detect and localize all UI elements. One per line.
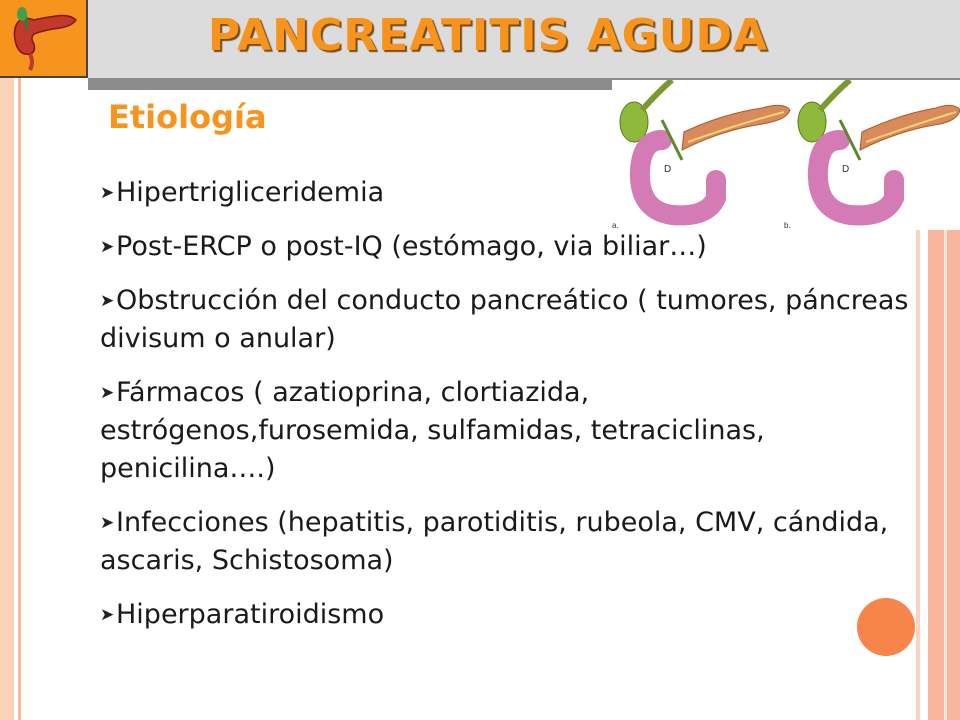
pancreas-logo-icon (0, 0, 88, 78)
pancreas-label-d-a: D (664, 164, 672, 175)
right-decor-line (916, 230, 920, 720)
logo-box (0, 0, 88, 78)
arrow-right-icon: ➤ (100, 183, 115, 203)
etiology-list (100, 174, 910, 650)
decor-circle (857, 598, 915, 656)
list-item: ➤Obstrucción del conducto pancreático ( tumores, páncreas divisum o anular) (100, 282, 910, 358)
list-item: ➤Fármacos ( azatioprina, clortiazida, estrógenos,furosemida, sulfamidas, tetraciclinas, penicilina….) (100, 374, 910, 488)
slide-title: PANCREATITIS AGUDA (207, 10, 769, 61)
arrow-right-icon: ➤ (100, 513, 115, 533)
panel-b-label: b. (784, 221, 791, 230)
arrow-right-icon: ➤ (100, 291, 115, 311)
list-item: ➤Hipertrigliceridemia (100, 174, 910, 212)
left-decor-bar (0, 78, 14, 720)
right-decor-line-2 (944, 230, 947, 720)
pancreas-label-d-b: D (842, 164, 850, 175)
panel-a-label: a. (612, 221, 619, 230)
list-item: ➤Hiperparatiroidismo (100, 596, 910, 634)
list-item: ➤Post-ERCP o post-IQ (estómago, via biliar…) (100, 228, 910, 266)
left-decor-line (18, 78, 21, 720)
arrow-right-icon: ➤ (100, 237, 115, 257)
slide-subtitle: Etiología (108, 98, 267, 136)
arrow-right-icon: ➤ (100, 383, 115, 403)
list-item: ➤Infecciones (hepatitis, parotiditis, rubeola, CMV, cándida, ascaris, Schistosoma) (100, 504, 910, 580)
arrow-right-icon: ➤ (100, 605, 115, 625)
